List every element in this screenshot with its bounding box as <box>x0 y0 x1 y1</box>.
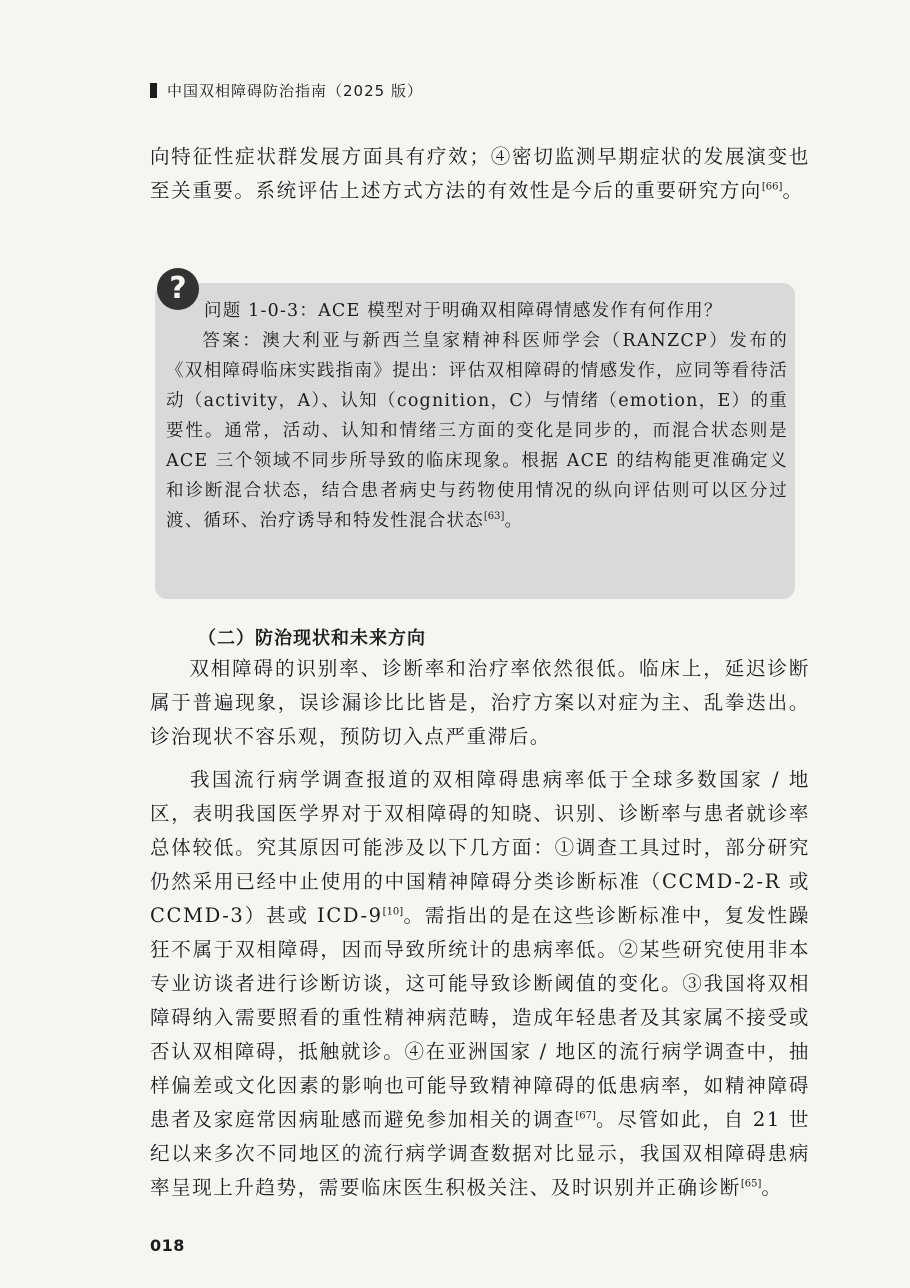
qa-answer-tail: 。 <box>504 511 524 531</box>
section-heading: （二）防治现状和未来方向 <box>198 628 426 649</box>
citation: [10] <box>382 906 404 918</box>
running-header <box>150 80 423 101</box>
qa-content <box>166 296 788 536</box>
intro-paragraph <box>150 140 810 208</box>
paragraph-2-part1: 我国流行病学调查报道的双相障碍患病率低于全球多数国家 / 地区，表明我国医学界对于双相障碍的知晓、识别、诊断率与患者就诊率总体较低。究其原因可能涉及以下几方面：①调查工具过时，部分研究仍然采用已经中止使用的中国精神障碍分类诊断标准（CCMD-2-R 或 CCMD-3）甚或 ICD-9 <box>150 768 810 927</box>
intro-text: 向特征性症状群发展方面具有疗效；④密切监测早期症状的发展演变也至关重要。系统评估上述方式方法的有效性是今后的重要研究方向 <box>150 145 810 202</box>
question-mark-icon: ? <box>157 268 199 310</box>
intro-tail: 。 <box>782 179 804 202</box>
qa-answer-text: 答案：澳大利亚与新西兰皇家精神科医师学会（RANZCP）发布的《双相障碍临床实践指南》提出：评估双相障碍的情感发作，应同等看待活动（activity，A）、认知（cognition，C）与情绪（emotion，E）的重要性。通常，活动、认知和情绪三方面的变化是同步的，而混合状态则是 ACE 三个领域不同步所导致的临床现象。根据 ACE 的结构能更准确定义和诊断混合状态，结合患者病史与药物使用情况的纵向评估则可以区分过渡、循环、治疗诱导和特发性混合状态 <box>166 331 788 531</box>
header-bar-mark <box>150 83 157 98</box>
citation: [67] <box>575 1110 596 1122</box>
qa-answer <box>166 326 788 536</box>
paragraph-2-part4: 。 <box>761 1176 783 1199</box>
citation: [66] <box>761 181 783 193</box>
paragraph-2-part2: 。需指出的是在这些诊断标准中，复发性躁狂不属于双相障碍，因而导致所统计的患病率低。②某些研究使用非本专业访谈者进行诊断访谈，这可能导致诊断阈值的变化。③我国将双相障碍纳入需要照看的重性精神病范畴，造成年轻患者及其家属不接受或否认双相障碍，抵触就诊。④在亚洲国家 / 地区的流行病学调查中，抽样偏差或文化因素的影响也可能导致精神障碍的低患病率，如精神障碍患者及家庭常因病耻感而避免参加相关的调查 <box>150 904 810 1131</box>
page-number: 018 <box>150 1236 185 1255</box>
running-title: 中国双相障碍防治指南（2025 版） <box>167 82 423 100</box>
qa-question: 问题 1-0-3：ACE 模型对于明确双相障碍情感发作有何作用？ <box>204 301 723 321</box>
paragraph-1-text: 双相障碍的识别率、诊断率和治疗率依然很低。临床上，延迟诊断属于普遍现象，误诊漏诊比比皆是，治疗方案以对症为主、乱拳迭出。诊治现状不容乐观，预防切入点严重滞后。 <box>150 657 810 748</box>
paragraph-2 <box>150 763 810 1205</box>
paragraph-2-part3: 。尽管如此，自 21 世纪以来多次不同地区的流行病学调查数据对比显示，我国双相障碍患病率呈现上升趋势，需要临床医生积极关注、及时识别并正确诊断 <box>150 1108 810 1199</box>
citation: [65] <box>740 1178 762 1190</box>
citation: [63] <box>483 511 505 523</box>
paragraph-1 <box>150 652 810 754</box>
